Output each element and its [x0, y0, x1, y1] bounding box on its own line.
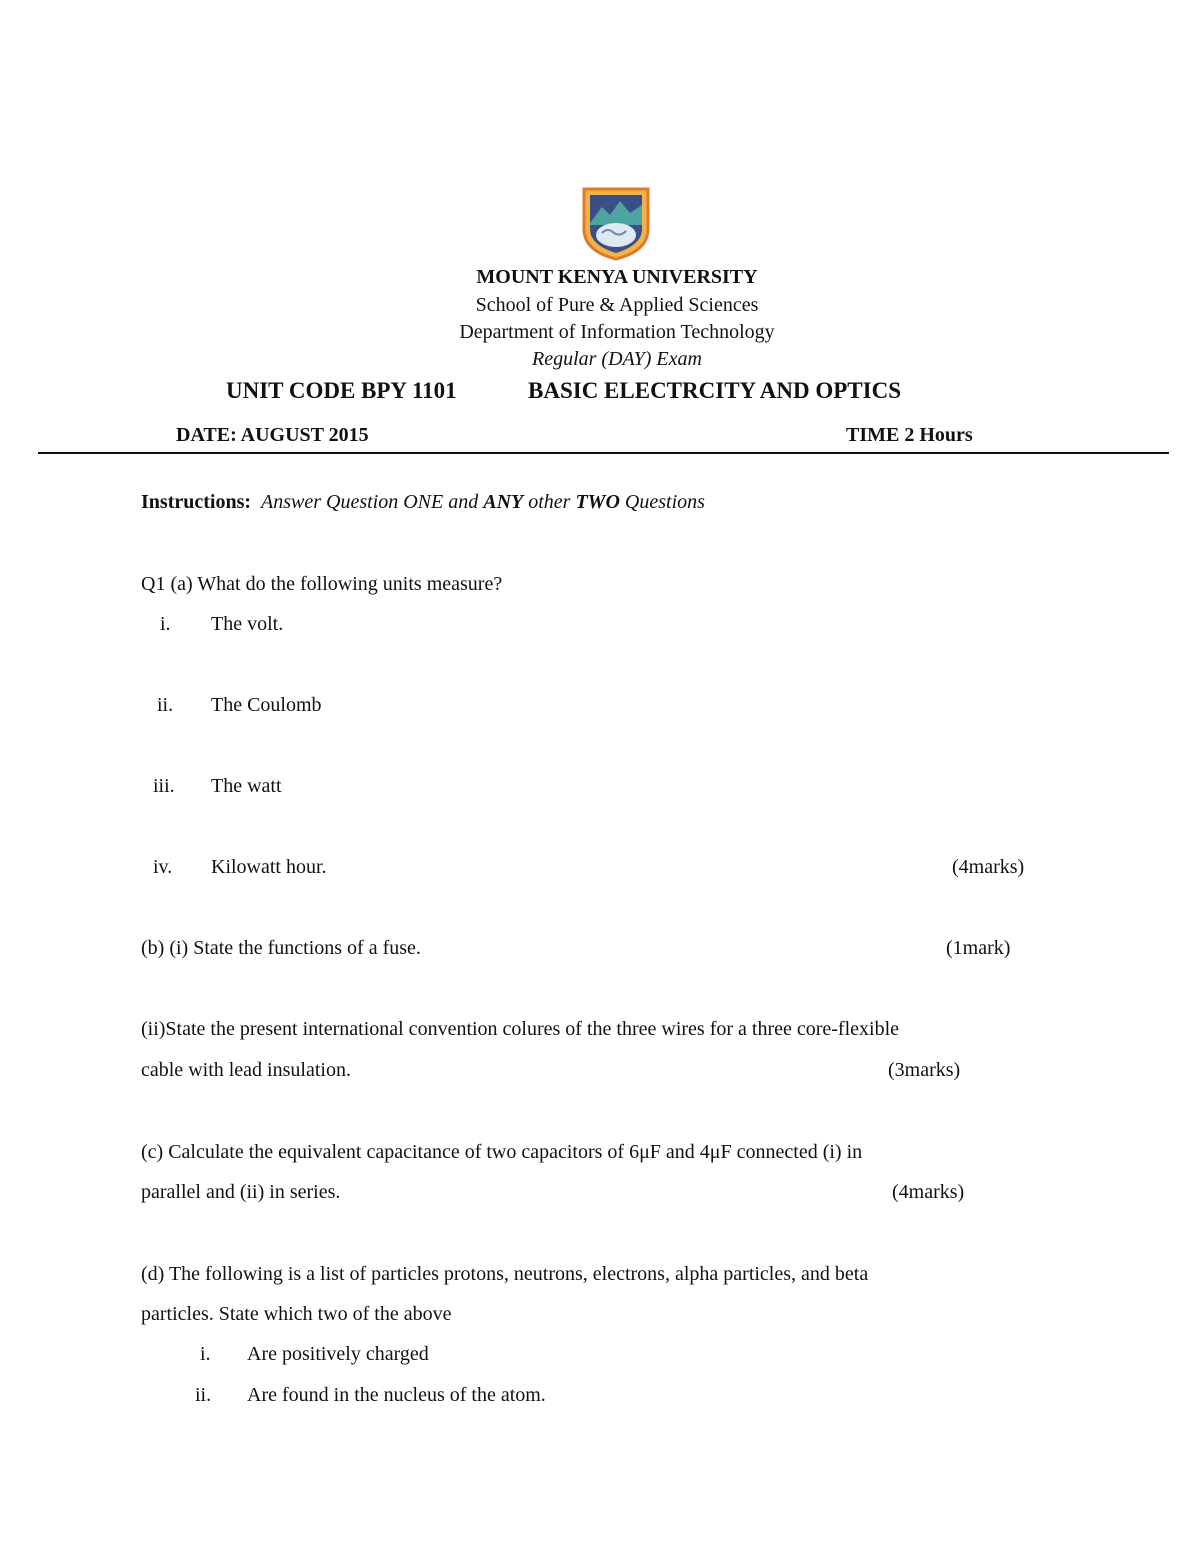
exam-time: TIME 2 Hours: [846, 424, 973, 446]
header-divider: [38, 452, 1169, 454]
list-number: iv.: [153, 856, 173, 878]
marks: (1mark): [946, 937, 1011, 959]
list-item: Are positively charged: [247, 1343, 429, 1365]
q1b-i: (b) (i) State the functions of a fuse.: [141, 937, 421, 959]
marks: (3marks): [888, 1059, 961, 1081]
department-name: Department of Information Technology: [459, 321, 775, 343]
instructions-label: Instructions:: [141, 491, 252, 513]
instructions-text: Questions: [619, 491, 705, 513]
list-item: Are found in the nucleus of the atom.: [247, 1384, 546, 1406]
q1b-ii: cable with lead insulation.: [141, 1059, 351, 1081]
q1d: particles. State which two of the above: [141, 1303, 452, 1325]
university-name: MOUNT KENYA UNIVERSITY: [476, 266, 758, 288]
list-number: ii.: [195, 1384, 212, 1406]
q1c: parallel and (ii) in series.: [141, 1181, 341, 1203]
marks: (4marks): [952, 856, 1025, 878]
instructions-emph: TWO: [575, 491, 620, 513]
list-number: iii.: [153, 775, 175, 797]
instructions-text: other: [523, 491, 576, 513]
q1a-stem: Q1 (a) What do the following units measure?: [141, 573, 503, 595]
list-item: The watt: [211, 775, 282, 797]
marks: (4marks): [892, 1181, 965, 1203]
list-item: The volt.: [211, 613, 284, 635]
q1c: (c) Calculate the equivalent capacitance of two capacitors of 6μF and 4μF connected (i) in: [141, 1141, 863, 1163]
list-item: Kilowatt hour.: [211, 856, 327, 878]
exam-date: DATE: AUGUST 2015: [176, 424, 369, 446]
list-number: i.: [160, 613, 171, 635]
exam-type: Regular (DAY) Exam: [532, 348, 702, 370]
list-number: ii.: [157, 694, 174, 716]
q1b-ii: (ii)State the present international convention colures of the three wires for a three core-flexible: [141, 1018, 900, 1040]
unit-code: UNIT CODE BPY 1101: [226, 378, 457, 403]
list-item: The Coulomb: [211, 694, 322, 716]
list-number: i.: [200, 1343, 211, 1365]
university-logo: [578, 185, 654, 261]
unit-title: BASIC ELECTRCITY AND OPTICS: [528, 378, 901, 403]
school-name: School of Pure & Applied Sciences: [475, 294, 759, 316]
q1d: (d) The following is a list of particles protons, neutrons, electrons, alpha particles, and beta: [141, 1263, 869, 1285]
instructions: [141, 491, 705, 514]
instructions-text: Answer Question ONE and: [261, 491, 484, 513]
instructions-emph: ANY: [483, 491, 524, 513]
